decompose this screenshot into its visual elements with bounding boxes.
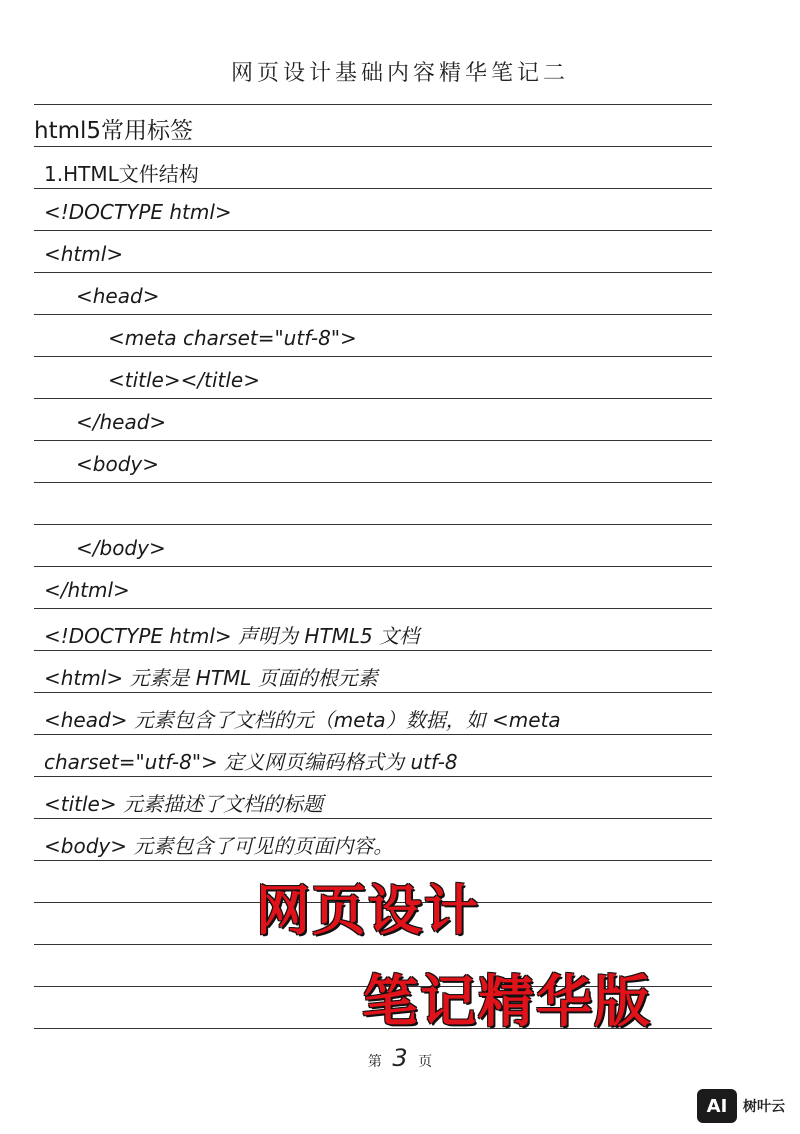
ruled-line <box>34 146 712 147</box>
ruled-line <box>34 776 712 777</box>
page-number-suffix: 页 <box>418 1054 433 1070</box>
stamp-subtitle: 笔记精华版 <box>362 970 652 1035</box>
ai-logo-icon: AI <box>697 1089 737 1123</box>
ruled-line <box>34 230 712 231</box>
code-line: <head> <box>76 284 160 308</box>
ruled-line <box>34 440 712 441</box>
code-line: </html> <box>44 578 130 602</box>
ruled-line <box>34 314 712 315</box>
page-number <box>0 1044 800 1072</box>
page-number-value: 3 <box>392 1044 408 1072</box>
page-title: 网页设计基础内容精华笔记二 <box>230 61 569 86</box>
ruled-line <box>34 188 712 189</box>
ruled-line <box>34 608 712 609</box>
code-line: <html> <box>44 242 124 266</box>
note-line: <head> 元素包含了文档的元（meta）数据，如 <meta <box>44 708 561 732</box>
ruled-line <box>34 104 712 105</box>
ruled-line <box>34 272 712 273</box>
code-line: </body> <box>76 536 166 560</box>
page-number-prefix: 第 <box>367 1054 382 1070</box>
section-heading: html5常用标签 <box>34 118 194 144</box>
subsection-heading: 1.HTML文件结构 <box>44 162 199 186</box>
code-line: <body> <box>76 452 159 476</box>
ruled-line <box>34 818 712 819</box>
ruled-line <box>34 398 712 399</box>
ruled-line <box>34 524 712 525</box>
watermark-brand: 树叶云 <box>743 1099 785 1115</box>
ruled-line <box>34 860 712 861</box>
code-line: <!DOCTYPE html> <box>44 200 232 224</box>
code-line: <meta charset="utf-8"> <box>108 326 357 350</box>
ruled-line <box>34 650 712 651</box>
ruled-line <box>34 356 712 357</box>
watermark <box>697 1088 785 1124</box>
ruled-line <box>34 566 712 567</box>
note-line: charset="utf-8"> 定义网页编码格式为 utf-8 <box>44 750 458 774</box>
code-line: </head> <box>76 410 167 434</box>
note-line: <body> 元素包含了可见的页面内容。 <box>44 834 394 858</box>
note-line: <!DOCTYPE html> 声明为 HTML5 文档 <box>44 624 420 648</box>
ruled-line <box>34 734 712 735</box>
stamp-title: 网页设计 <box>256 879 480 942</box>
ruled-line <box>34 692 712 693</box>
ruled-line <box>34 482 712 483</box>
note-line: <title> 元素描述了文档的标题 <box>44 792 323 816</box>
code-line: <title></title> <box>108 368 260 392</box>
note-line: <html> 元素是 HTML 页面的根元素 <box>44 666 378 690</box>
